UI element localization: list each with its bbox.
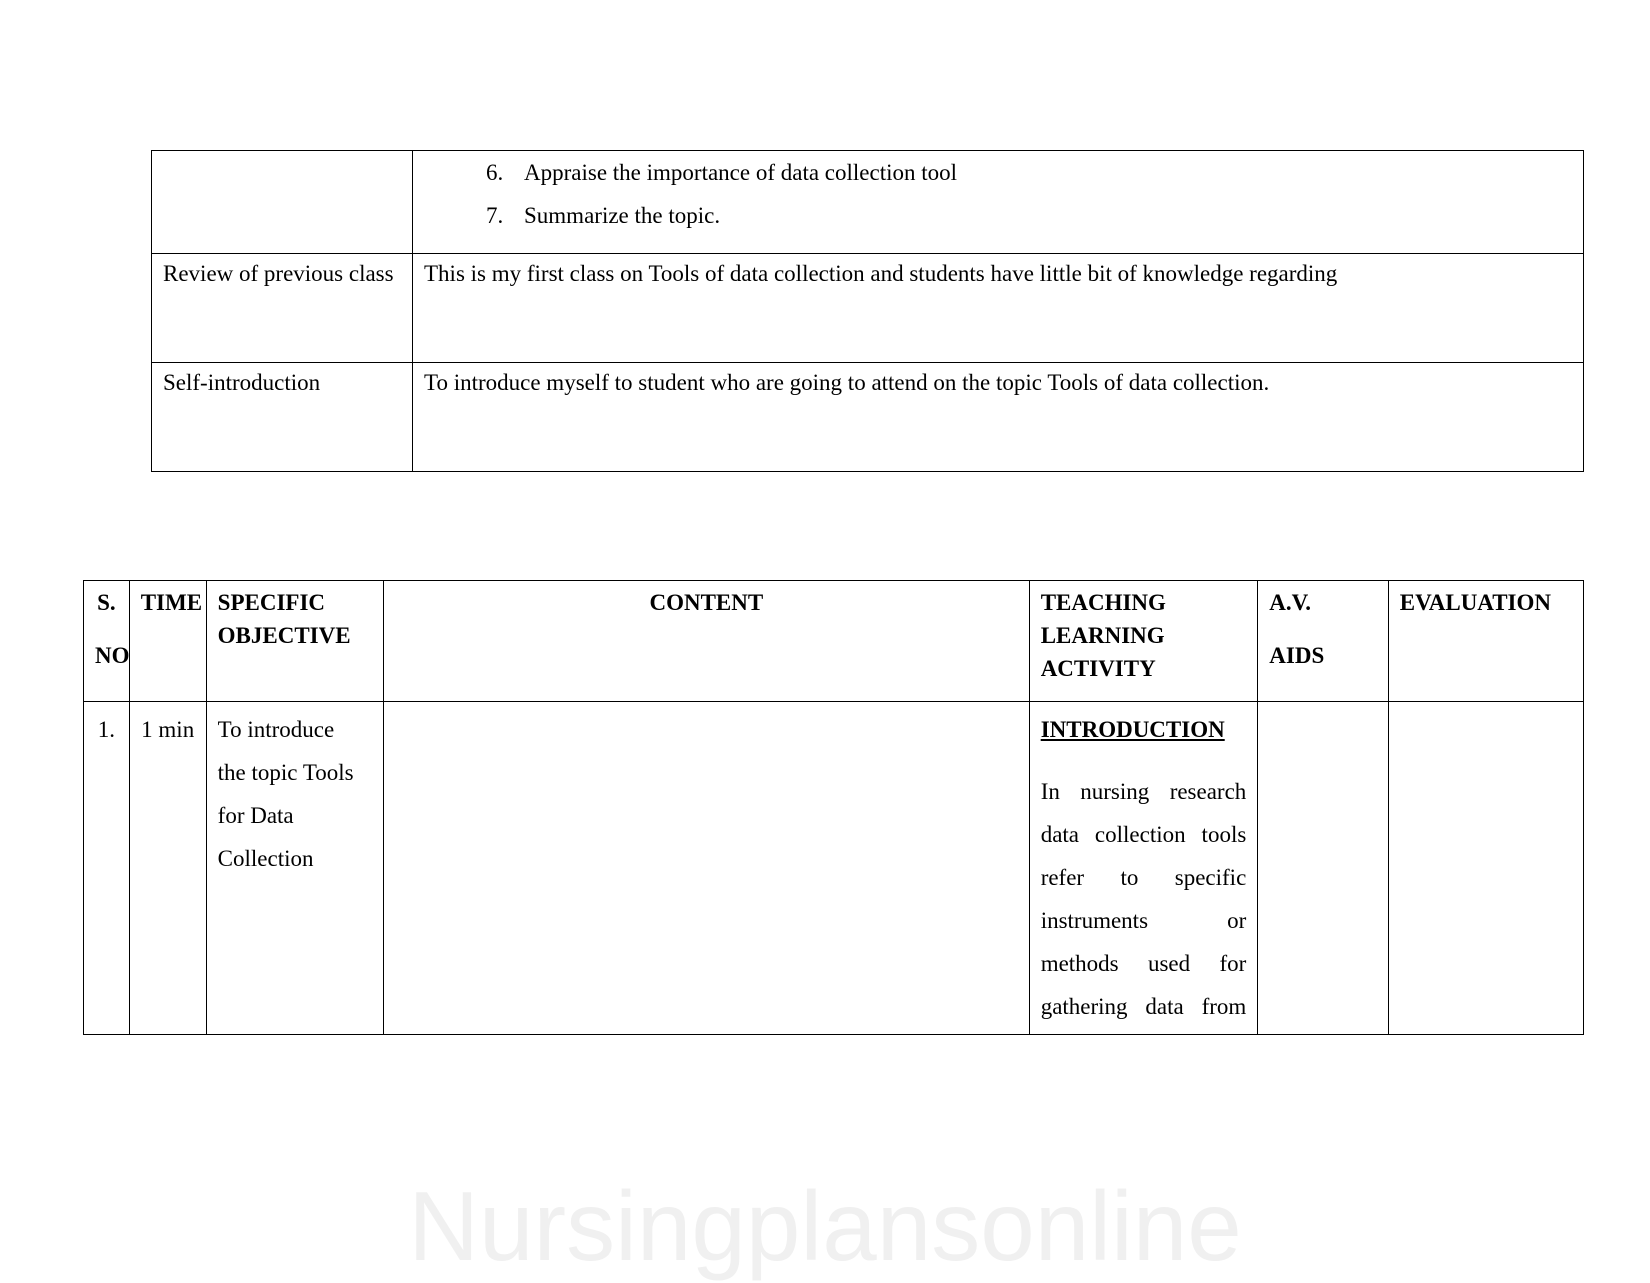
introduction-heading: INTRODUCTION xyxy=(1040,717,1225,742)
activity-line: refer to specific xyxy=(1040,865,1247,890)
header-sno-line2: NO xyxy=(95,643,130,668)
objectives-label-cell xyxy=(152,151,413,254)
activity-line: instruments or xyxy=(1040,908,1247,933)
objective-item xyxy=(488,151,1572,194)
cell-time: 1 min xyxy=(129,702,206,1035)
activity-line: In nursing research xyxy=(1040,779,1247,804)
header-evaluation: EVALUATION xyxy=(1388,581,1583,702)
review-value: This is my first class on Tools of data collection and students have little bit of knowledge regarding xyxy=(413,254,1584,363)
header-tla-line1: TEACHING xyxy=(1040,590,1166,615)
objectives-cell xyxy=(413,151,1584,254)
header-time: TIME xyxy=(129,581,206,702)
self-introduction-label: Self-introduction xyxy=(152,363,413,472)
header-row xyxy=(84,581,1584,702)
header-teaching-learning-activity xyxy=(1029,581,1258,702)
objective-line: Collection xyxy=(217,846,314,871)
activity-line: data collection tools xyxy=(1040,822,1247,847)
watermark: Nursingplansonline xyxy=(408,1171,1242,1281)
cell-av-aids xyxy=(1258,702,1388,1035)
self-introduction-row xyxy=(152,363,1584,472)
lesson-plan-table xyxy=(83,580,1584,1035)
objectives-row xyxy=(152,151,1584,254)
cell-sno: 1. xyxy=(84,702,130,1035)
cell-teaching-learning-activity xyxy=(1029,702,1258,1035)
header-av-aids xyxy=(1258,581,1388,702)
header-content: CONTENT xyxy=(383,581,1029,702)
lesson-plan-info-table xyxy=(151,150,1584,472)
objective-line: for Data xyxy=(217,803,294,828)
header-av-line1: A.V. xyxy=(1269,590,1312,615)
review-label: Review of previous class xyxy=(152,254,413,363)
header-specific-objective: SPECIFIC OBJECTIVE xyxy=(206,581,383,702)
review-row xyxy=(152,254,1584,363)
objectives-list xyxy=(424,151,1572,237)
self-introduction-value: To introduce myself to student who are going to attend on the topic Tools of data collection. xyxy=(413,363,1584,472)
cell-evaluation xyxy=(1388,702,1583,1035)
cell-content xyxy=(383,702,1029,1035)
cell-specific-objective xyxy=(206,702,383,1035)
header-tla-line2: LEARNING xyxy=(1040,623,1165,648)
objective-number: 7. xyxy=(486,203,504,228)
objective-number: 6. xyxy=(486,160,504,185)
header-tla-line3: ACTIVITY xyxy=(1040,656,1156,681)
header-sno-line1: S. xyxy=(97,590,116,615)
activity-line: methods used for xyxy=(1040,951,1247,976)
objective-text: Appraise the importance of data collection tool xyxy=(524,160,958,185)
objective-line: the topic Tools xyxy=(217,760,354,785)
objective-item xyxy=(488,194,1572,237)
table-row xyxy=(84,702,1584,1035)
objective-text: Summarize the topic. xyxy=(524,203,721,228)
header-sno xyxy=(84,581,130,702)
header-av-line2: AIDS xyxy=(1269,643,1325,668)
objective-line: To introduce xyxy=(217,717,335,742)
activity-line: gathering data from xyxy=(1040,994,1247,1019)
